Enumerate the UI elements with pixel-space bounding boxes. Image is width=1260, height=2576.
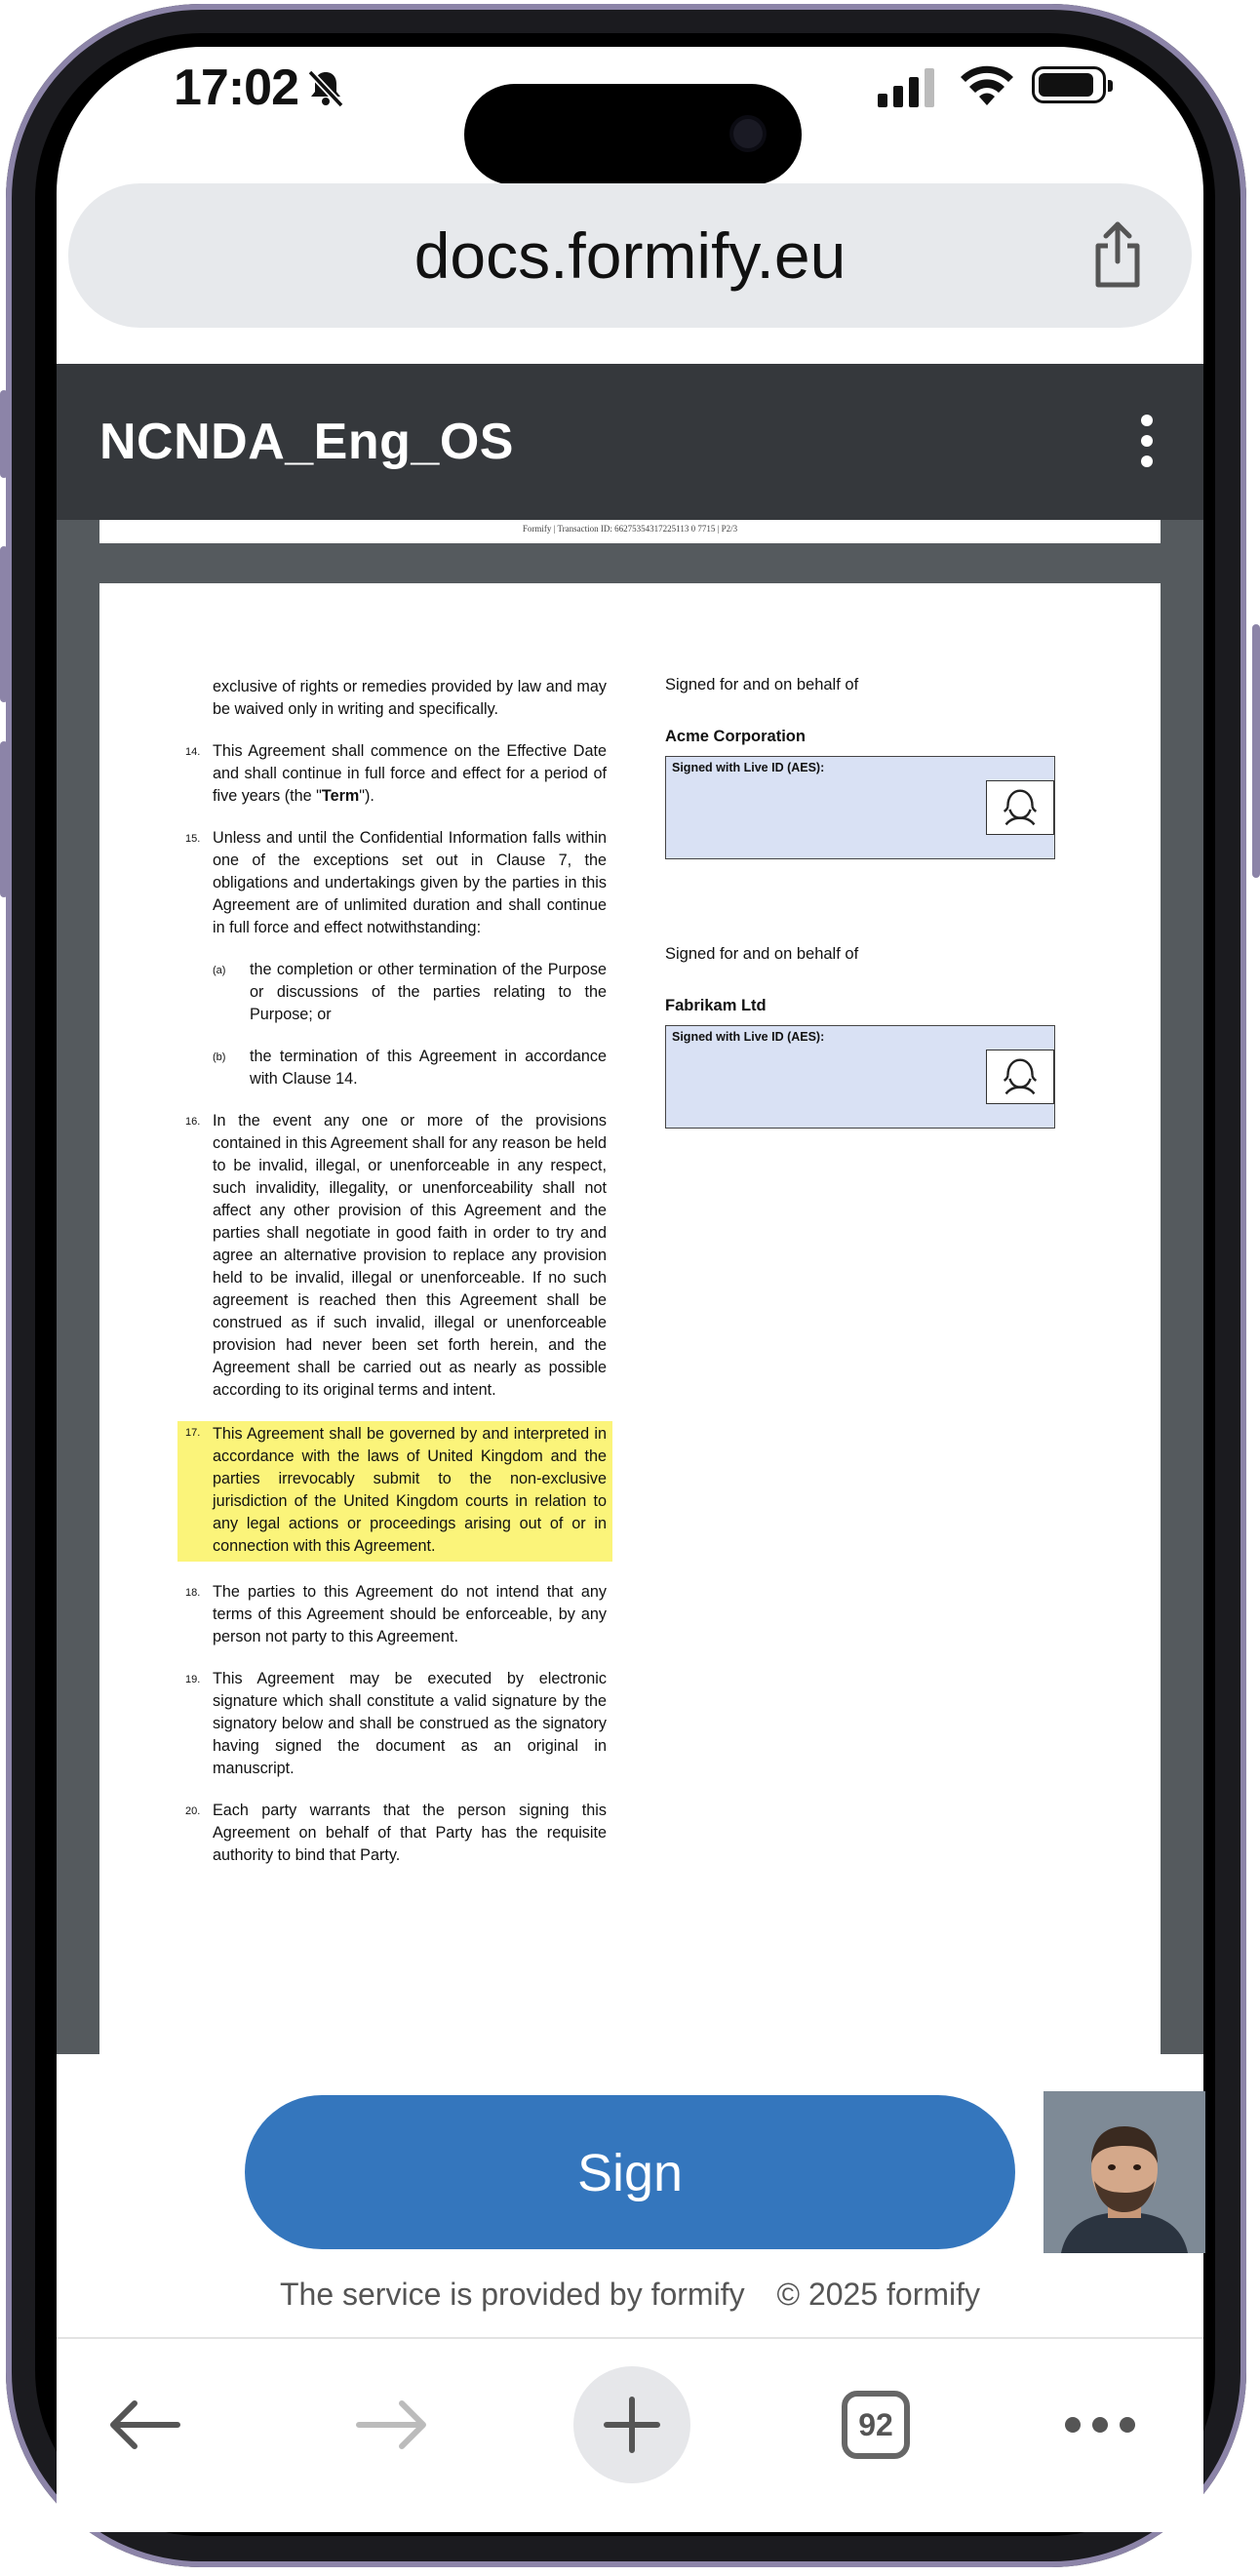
back-button[interactable] <box>86 2366 203 2483</box>
clause-18: 18. The parties to this Agreement do not intend that any terms of this Agreement should be enforceable, by any person not party to this Agreement. <box>185 1583 607 1645</box>
clause-19: 19. This Agreement may be executed by electronic signature which shall constitute a valid signature by the signatory below and shall be construed as the signatory having signed the document as an original in manuscript. <box>185 1670 607 1777</box>
avatar[interactable] <box>1043 2091 1205 2253</box>
signature-box-label: Signed with Live ID (AES): <box>672 1030 825 1044</box>
share-icon[interactable] <box>1088 220 1147 289</box>
clause-15a: (a) the completion or other termination of the Purpose or discussions of the parties relating to the Purpose; or <box>213 961 607 1023</box>
wifi-icon <box>960 64 1014 107</box>
cellular-signal-icon <box>878 68 938 107</box>
browser-toolbar <box>57 2337 1203 2532</box>
silent-bell-icon <box>304 66 347 109</box>
page-footer: Formify | Transaction ID: 66275354317225113 0 7715 | P2/3 <box>522 524 738 534</box>
signatures-column <box>665 676 1065 1129</box>
url-text[interactable]: docs.formify.eu <box>413 219 847 292</box>
sign-button[interactable]: Sign <box>245 2095 1015 2249</box>
previous-page <box>99 520 1161 543</box>
signature-box[interactable] <box>665 756 1055 859</box>
tab-count: 92 <box>842 2391 910 2459</box>
document-page <box>99 583 1161 2105</box>
clause-14: 14. This Agreement shall commence on the Effective Date and shall continue in full force and effect for a period of five years (the "Term"). <box>185 742 607 805</box>
more-options-icon[interactable] <box>1141 415 1155 476</box>
document-header <box>57 364 1203 520</box>
copyright-text: © 2025 formify <box>776 2277 981 2312</box>
tabs-button[interactable] <box>817 2366 934 2483</box>
signature-label: Signed for and on behalf of <box>665 945 859 963</box>
clause-15: 15. Unless and until the Confidential Information falls within one of the exceptions set out in Clause 7, the obligations and undertakings given by the parties in this Agreement are of unlimited duration and shall continue in full force and effect notwithstanding: <box>185 829 607 936</box>
service-footer <box>57 2277 1203 2313</box>
face-id-icon[interactable] <box>986 780 1054 835</box>
back-arrow-icon <box>105 2398 183 2452</box>
power-button <box>1252 624 1260 878</box>
clock: 17:02 <box>174 59 298 116</box>
party-name: Fabrikam Ltd <box>665 997 767 1014</box>
sign-panel <box>57 2054 1203 2337</box>
service-provider-text: The service is provided by formify <box>279 2277 745 2312</box>
screen <box>57 47 1203 2530</box>
battery-icon <box>1032 66 1106 103</box>
volume-down-button <box>0 741 8 897</box>
signature-label: Signed for and on behalf of <box>665 676 859 694</box>
volume-up-button <box>0 546 8 702</box>
party-name: Acme Corporation <box>665 728 806 745</box>
signature-box-label: Signed with Live ID (AES): <box>672 761 825 774</box>
clause-13-continued: exclusive of rights or remedies provided by law and may be waived only in writing and specifically. <box>213 678 607 718</box>
document-viewer[interactable] <box>57 520 1203 2054</box>
silent-switch <box>0 390 8 478</box>
plus-icon <box>603 2396 661 2454</box>
forward-button[interactable] <box>334 2366 451 2483</box>
new-tab-button[interactable] <box>573 2366 690 2483</box>
clause-17-highlighted: 17. This Agreement shall be governed by and interpreted in accordance with the laws of United Kingdom and the parties irrevocably submit to the non-exclusive jurisdiction of the United Kingdom courts in relation to any legal actions or proceedings arising out of or in connection with this Agreement. <box>177 1421 612 1562</box>
clause-16: 16. In the event any one or more of the provisions contained in this Agreement shall for any reason be held to be invalid, illegal, or unenforceable in any respect, such invalidity, illegality, or unenforceability shall not affect any other provision of this Agreement and the parties shall negotiate in good faith in order to try and agree an alternative provision to replace any provision held to be invalid, illegal or unenforceable. If no such agreement is reached then this Agreement shall be construed as if such invalid, illegal or unenforceable provision had never been set forth herein, and the Agreement shall be carried out as nearly as possible according to its original terms and intent. <box>185 1112 607 1399</box>
clause-20: 20. Each party warrants that the person signing this Agreement on behalf of that Party has the requisite authority to bind that Party. <box>185 1802 607 1864</box>
document-title: NCNDA_Eng_OS <box>99 414 514 470</box>
more-dots-icon <box>1063 2415 1137 2435</box>
status-bar <box>57 47 1203 174</box>
address-bar[interactable] <box>68 183 1192 328</box>
face-id-icon[interactable] <box>986 1050 1054 1104</box>
clauses-column <box>185 676 607 1886</box>
clause-15b: (b) the termination of this Agreement in accordance with Clause 14. <box>213 1048 607 1088</box>
more-menu-button[interactable] <box>1042 2366 1159 2483</box>
dynamic-island <box>464 84 802 185</box>
signature-box[interactable] <box>665 1025 1055 1129</box>
forward-arrow-icon <box>353 2398 431 2452</box>
